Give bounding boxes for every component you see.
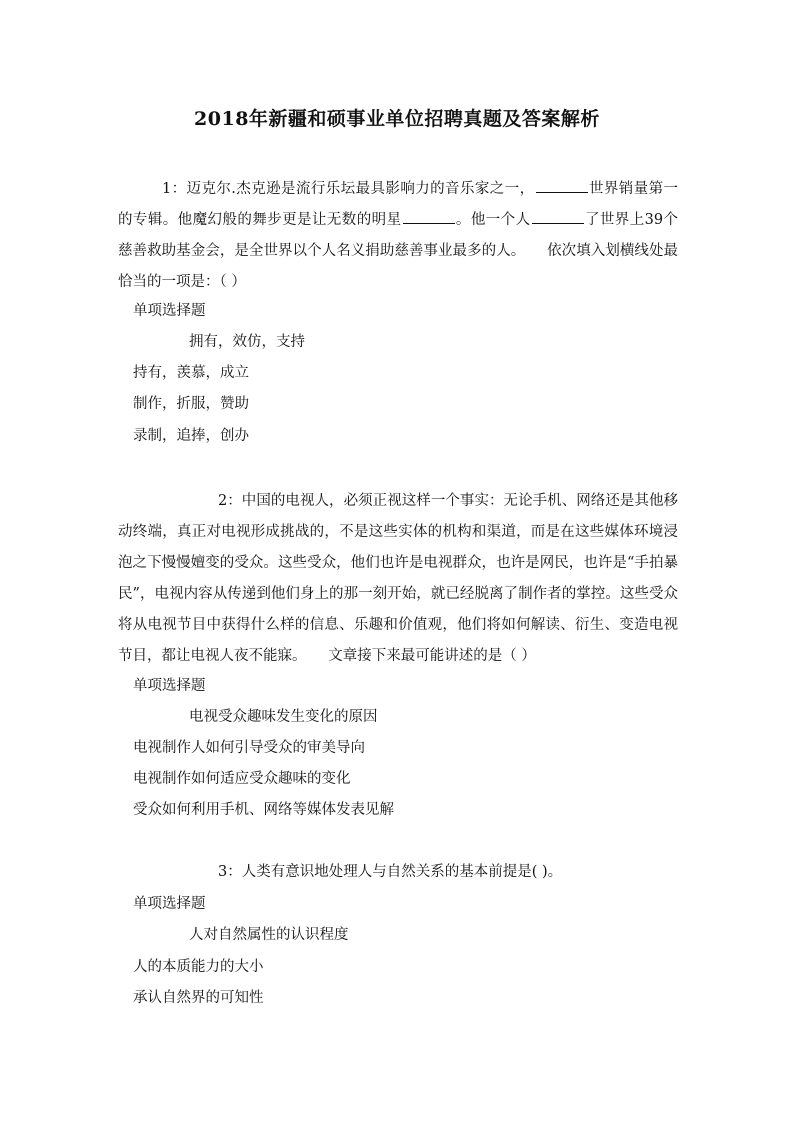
question-3-text: 3：人类有意识地处理人与自然关系的基本前提是( )。 bbox=[218, 864, 563, 880]
answer-blank bbox=[403, 209, 455, 224]
page-title: 2018年新疆和硕事业单位招聘真题及答案解析 bbox=[194, 108, 600, 130]
question-1-text: 1：迈克尔.杰克逊是流行乐坛最具影响力的音乐家之一， 世界销量第一的专辑。他魔幻般的舞步更是让无数的明星 。他一个人 了世界上39个慈善救助基金会，是全世界以个人名义捐助慈善事业最多的人。 依次填入划横线处最恰当的一项是：（ ） bbox=[118, 174, 678, 298]
question-3-option-b[interactable]: 人的本质能力的大小 bbox=[133, 959, 264, 975]
question-2-type: 单项选择题 bbox=[133, 678, 206, 694]
answer-blank bbox=[536, 178, 588, 193]
question-1-option-c[interactable]: 制作，折服，赞助 bbox=[133, 396, 249, 412]
question-1-option-a[interactable]: 拥有，效仿，支持 bbox=[189, 334, 305, 350]
question-3-option-a[interactable]: 人对自然属性的认识程度 bbox=[189, 927, 349, 943]
question-3-type: 单项选择题 bbox=[133, 896, 206, 912]
question-2-text: 2：中国的电视人，必须正视这样一个事实：无论手机、网络还是其他移动终端，真正对电视形成挑战的，不是这些实体的机构和渠道，而是在这些媒体环境浸泡之下慢慢嬗变的受众。这些受众，他们也许是电视群众，也许是网民，也许是“手拍暴民”，电视内容从传递到他们身上的那一刻开始，就已经脱离了制作者的掌控。这些受众将从电视节目中获得什么样的信息、乐趣和价值观，他们将如何解读、衍生、变造电视节目，都让电视人夜不能寐。 文章接下来最可能讲述的是（ ） bbox=[118, 493, 678, 664]
answer-blank bbox=[532, 209, 584, 224]
question-3-option-c[interactable]: 承认自然界的可知性 bbox=[133, 990, 264, 1006]
question-1-option-d[interactable]: 录制，追捧，创办 bbox=[133, 428, 249, 444]
question-2-option-b[interactable]: 电视制作人如何引导受众的审美导向 bbox=[133, 740, 365, 756]
question-2-option-d[interactable]: 受众如何利用手机、网络等媒体发表见解 bbox=[133, 802, 394, 818]
question-2-option-c[interactable]: 电视制作如何适应受众趣味的变化 bbox=[133, 771, 351, 787]
question-2-option-a[interactable]: 电视受众趣味发生变化的原因 bbox=[189, 709, 378, 725]
question-1-option-b[interactable]: 持有，羡慕，成立 bbox=[133, 365, 249, 381]
question-1-type: 单项选择题 bbox=[133, 303, 206, 319]
